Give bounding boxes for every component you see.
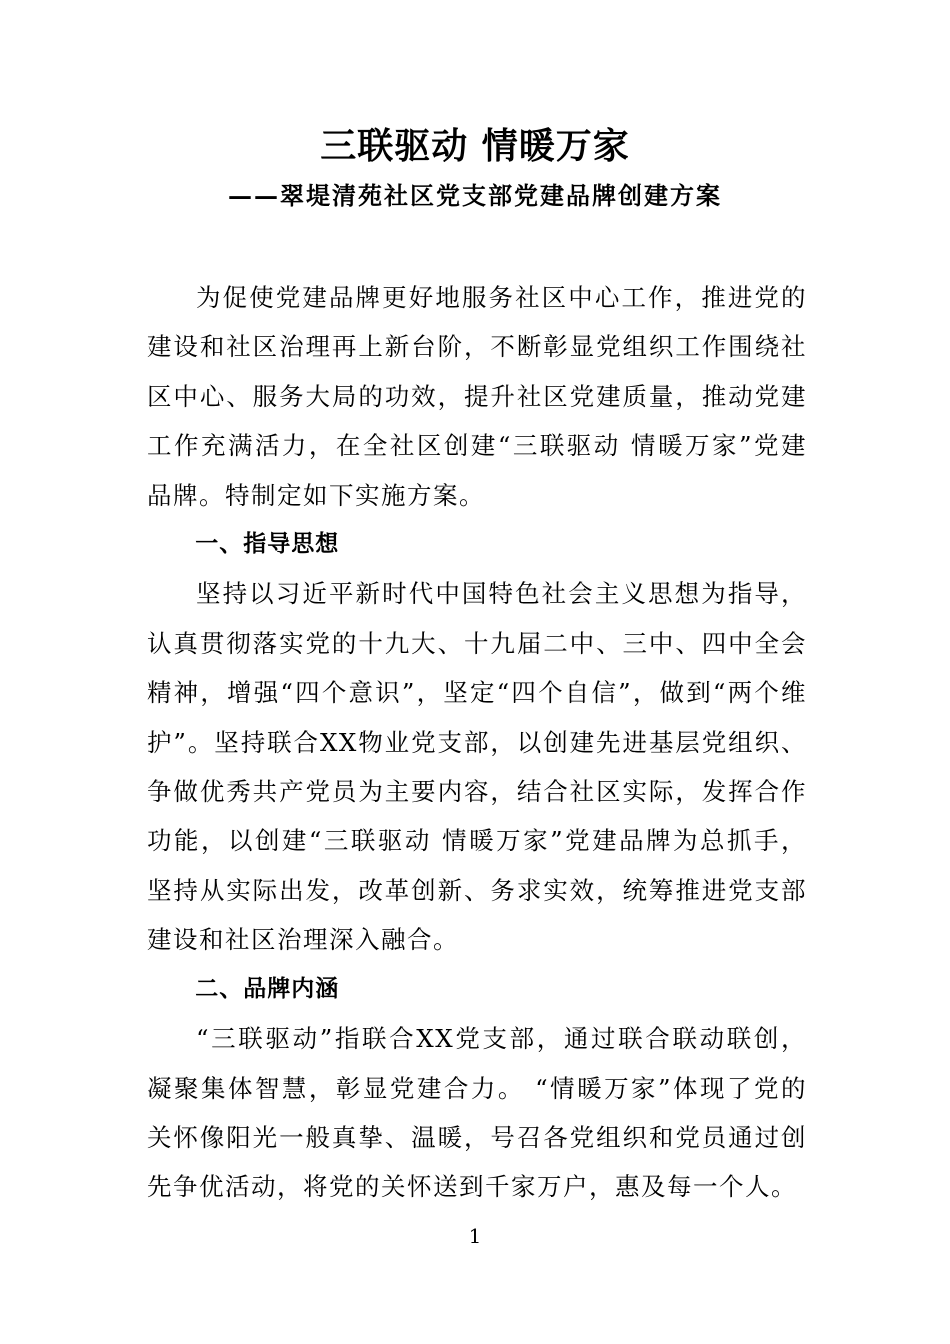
page-number: 1 bbox=[468, 1224, 482, 1248]
intro-paragraph: 为促使党建品牌更好地服务社区中心工作，推进党的建设和社区治理再上新台阶，不断彰显党组织工作围绕社区中心、服务大局的功效，提升社区党建质量，推动党建工作充满活力，在全社区创建“三联驱动 情暖万家”党建品牌。特制定如下实施方案。 bbox=[147, 283, 807, 510]
section-paragraph-guiding-ideology: 坚持以习近平新时代中国特色社会主义思想为指导，认真贯彻落实党的十九大、十九届二中、三中、四中全会精神，增强“四个意识”，坚定“四个自信”，做到“两个维护”。坚持联合XX物业党支部，以创建先进基层党组织、争做优秀共产党员为主要内容，结合社区实际，发挥合作功能，以创建“三联驱动 情暖万家”党建品牌为总抓手，坚持从实际出发，改革创新、务求实效，统筹推进党支部建设和社区治理深入融合。 bbox=[147, 579, 807, 955]
document-title: 三联驱动 情暖万家 bbox=[320, 125, 630, 167]
section-heading-brand-connotation: 二、品牌内涵 bbox=[195, 975, 340, 1002]
document-subtitle: ——翠堤清苑社区党支部党建品牌创建方案 bbox=[228, 181, 722, 210]
section-paragraph-brand-connotation: “三联驱动”指联合XX党支部，通过联合联动联创，凝聚集体智慧，彰显党建合力。 “情暖万家”体现了党的关怀像阳光一般真挚、温暖，号召各党组织和党员通过创先争优活动，将党的关怀送到千家万户，惠及每一个人。 bbox=[147, 1024, 807, 1202]
section-heading-guiding-ideology: 一、指导思想 bbox=[195, 531, 340, 558]
document-body bbox=[147, 273, 807, 1212]
